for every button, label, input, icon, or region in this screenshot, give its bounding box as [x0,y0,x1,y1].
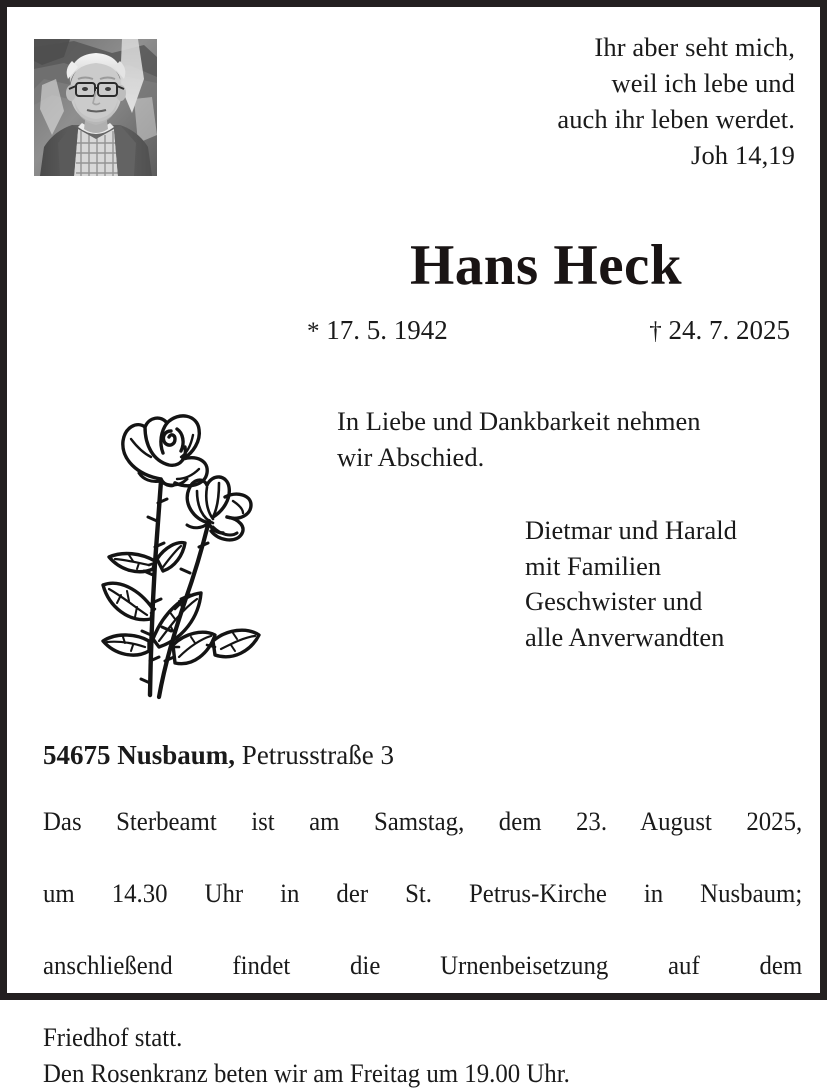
portrait-photo [34,39,157,176]
death-cross-icon: † [649,318,662,345]
life-dates [307,314,790,348]
service-line-5: Den Rosenkranz beten wir am Freitag um 19.00 Uhr. [43,1059,570,1088]
epigraph [395,29,795,173]
mourners-list [525,513,795,655]
epigraph-line-3: auch ihr leben werdet. [557,104,795,134]
birth-date [307,314,448,348]
birth-star-icon: * [307,318,320,345]
farewell-message [337,403,795,475]
rose-illustration [87,395,262,707]
service-details [43,804,802,1092]
farewell-line-1: In Liebe und Dankbarkeit nehmen [337,406,701,436]
service-line-1: Das Sterbeamt ist am Samstag, dem 23. August 2025, [43,807,803,836]
mourner-line-3: Geschwister und [525,586,703,616]
epigraph-source: Joh 14,19 [691,140,795,170]
rose-icon [87,395,262,707]
mourner-line-2: mit Familien [525,550,662,581]
service-line-4: Friedhof statt. [43,1023,183,1052]
death-date-value: 24. 7. 2025 [668,315,790,345]
epigraph-line-2: weil ich lebe und [611,68,795,98]
portrait-photo-image [34,39,157,176]
death-date [649,314,790,348]
deceased-name: Hans Heck [409,234,683,297]
mourner-line-1: Dietmar und Harald [525,515,737,545]
epigraph-line-1: Ihr aber seht mich, [594,32,795,62]
service-line-3: anschließend findet die Urnenbeisetzung auf dem [43,951,803,980]
service-line-2: um 14.30 Uhr in der St. Petrus-Kirche in Nusbaum; [43,879,803,908]
address-line [43,738,394,772]
address-city: 54675 Nusbaum, [43,740,236,770]
birth-date-value: 17. 5. 1942 [326,315,448,345]
address-street: Petrusstraße 3 [241,740,395,770]
farewell-line-2: wir Abschied. [337,442,485,472]
mourner-line-4: alle Anverwandten [525,621,725,652]
